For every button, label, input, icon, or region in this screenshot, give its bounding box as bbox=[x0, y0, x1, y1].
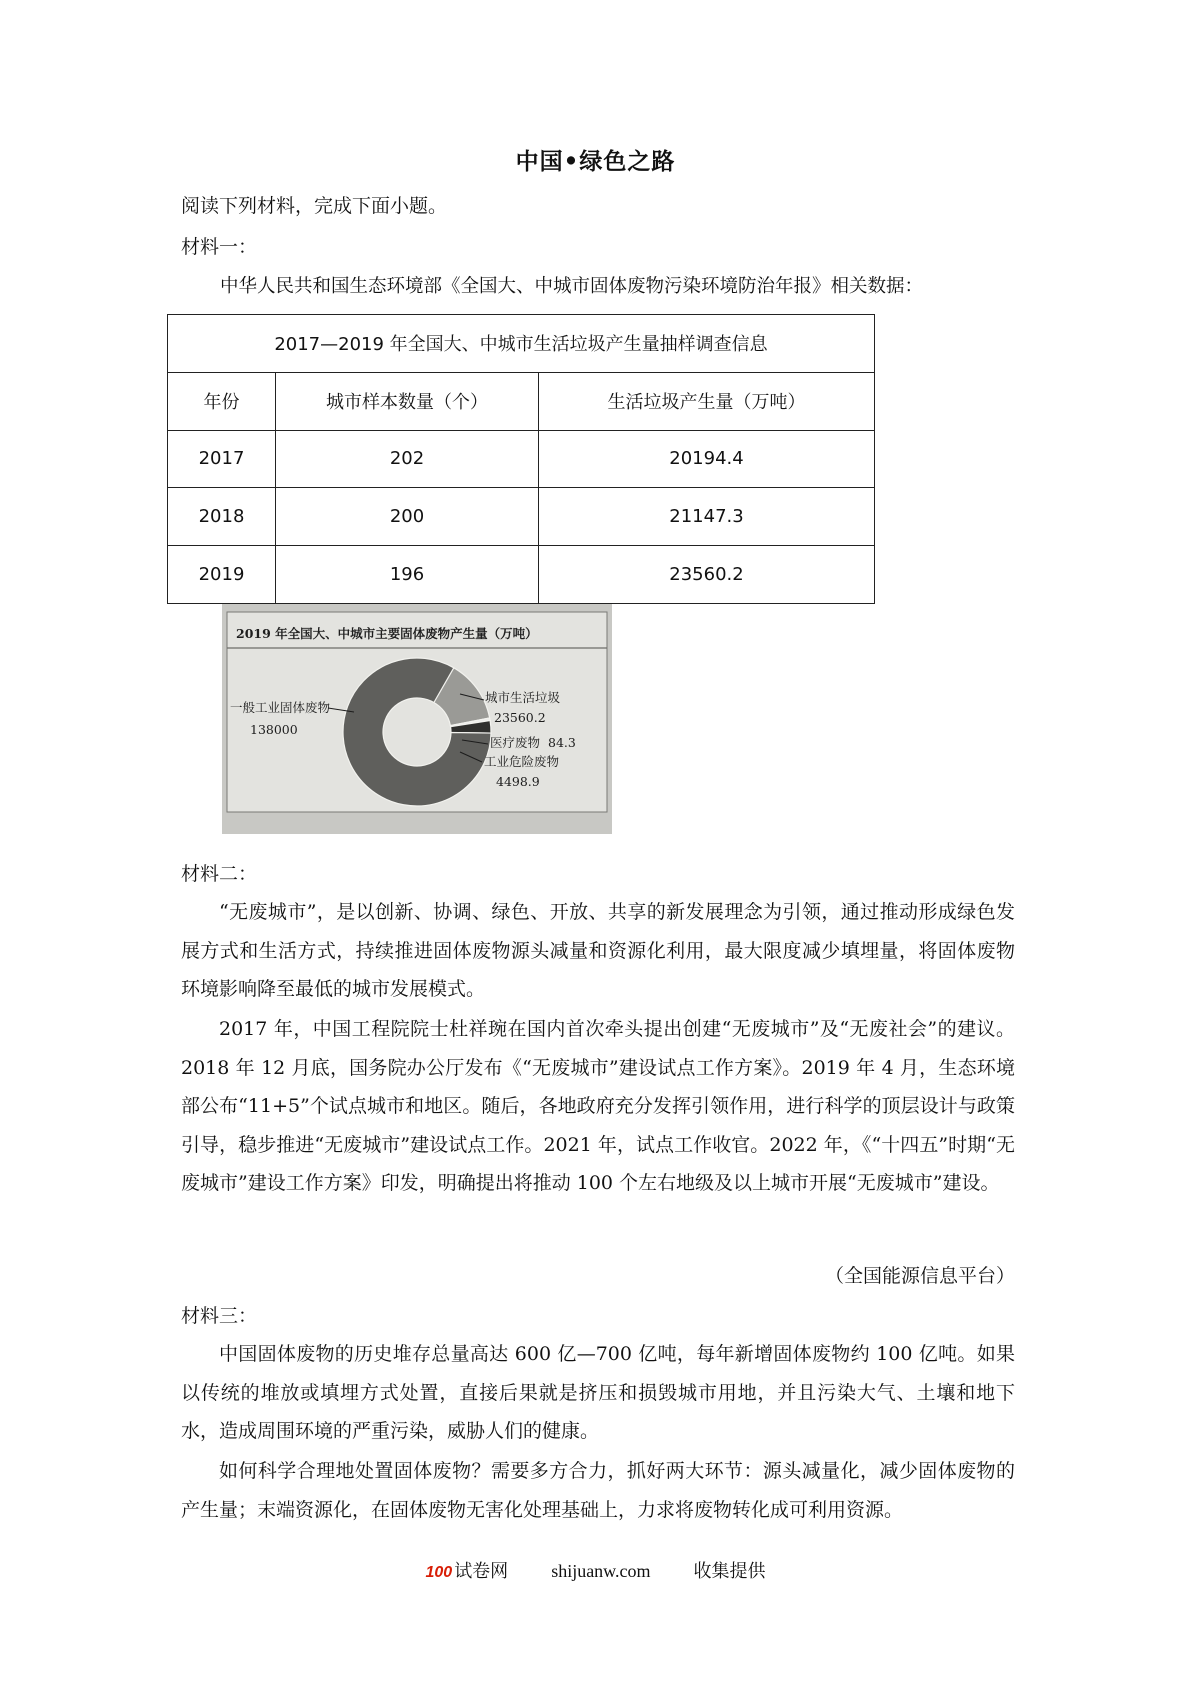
site-logo: 100 bbox=[425, 1564, 453, 1581]
material-2-paragraph-1: “无废城市”，是以创新、协调、绿色、开放、共享的新发展理念为引领，通过推动形成绿色发展方式和生活方式，持续推进固体废物源头减量和资源化利用，最大限度减少填埋量，将固体废物环境影响降至最低的城市发展模式。 bbox=[181, 901, 1015, 1000]
table-caption-row bbox=[168, 315, 875, 373]
slice-label: 医疗废物 bbox=[490, 735, 541, 750]
slice-label: 工业危险废物 bbox=[484, 754, 560, 769]
table-cell: 21147.3 bbox=[539, 488, 875, 546]
donut-chart bbox=[222, 604, 612, 834]
material-3-label: 材料三： bbox=[181, 1305, 258, 1327]
instruction: 阅读下列材料，完成下面小题。 bbox=[181, 195, 448, 217]
table-cell: 2019 bbox=[168, 546, 276, 604]
header-sample-count: 城市样本数量（个） bbox=[276, 372, 539, 430]
slice-label: 一般工业固体废物 bbox=[230, 700, 331, 715]
table-row bbox=[168, 546, 875, 604]
table-cell: 202 bbox=[276, 430, 539, 488]
table-cell: 200 bbox=[276, 488, 539, 546]
material-3-paragraph-2: 如何科学合理地处置固体废物？需要多方合力，抓好两大环节：源头减量化，减少固体废物的产生量；末端资源化，在固体废物无害化处理基础上，力求将废物转化成可利用资源。 bbox=[181, 1460, 1015, 1521]
table-cell: 20194.4 bbox=[539, 430, 875, 488]
table-cell: 196 bbox=[276, 546, 539, 604]
slice-value: 23560.2 bbox=[494, 710, 546, 725]
slice-value: 4498.9 bbox=[496, 774, 540, 789]
material-1-label: 材料一： bbox=[181, 236, 258, 258]
table-cell: 2017 bbox=[168, 430, 276, 488]
table-cell: 2018 bbox=[168, 488, 276, 546]
table-header-row bbox=[168, 372, 875, 430]
table-cell: 23560.2 bbox=[539, 546, 875, 604]
footer-note: 收集提供 bbox=[693, 1561, 766, 1581]
slice-value: 138000 bbox=[250, 722, 298, 737]
header-year: 年份 bbox=[168, 372, 276, 430]
chart-title: 2019 年全国大、中城市主要固体废物产生量（万吨） bbox=[236, 626, 538, 641]
slice-label: 城市生活垃圾 bbox=[485, 690, 561, 705]
garbage-data-table bbox=[167, 314, 875, 604]
footer-site-name: 试卷网 bbox=[454, 1561, 509, 1581]
material-3-paragraph-1: 中国固体废物的历史堆存总量高达 600 亿—700 亿吨，每年新增固体废物约 100 亿吨。如果以传统的堆放或填埋方式处置，直接后果就是挤压和损毁城市用地，并且污染大气、土壤和地下水，造成周围环境的严重污染，威胁人们的健康。 bbox=[181, 1343, 1015, 1442]
footer bbox=[0, 1557, 1191, 1583]
material-1-source-line: 中华人民共和国生态环境部《全国大、中城市固体废物污染环境防治年报》相关数据： bbox=[220, 276, 924, 297]
page-title: 中国•绿色之路 bbox=[515, 148, 676, 175]
waste-donut-chart-photo bbox=[222, 604, 612, 834]
material-2-source: （全国能源信息平台） bbox=[824, 1265, 1015, 1287]
header-garbage-output: 生活垃圾产生量（万吨） bbox=[539, 372, 875, 430]
material-2-label: 材料二： bbox=[181, 863, 258, 885]
table-caption: 2017—2019 年全国大、中城市生活垃圾产生量抽样调查信息 bbox=[168, 315, 875, 373]
material-2-paragraph-2: 2017 年，中国工程院院士杜祥琬在国内首次牵头提出创建“无废城市”及“无废社会”的建议。2018 年 12 月底，国务院办公厅发布《“无废城市”建设试点工作方案》。2019 年 4 月，生态环境部公布“11+5”个试点城市和地区。随后，各地政府充分发挥引领作用，进行科学的顶层设计与政策引导，稳步推进“无废城市”建设试点工作。2021 年，试点工作收官。2022 年，《“十四五”时期“无废城市”建设工作方案》印发，明确提出将推动 100 个左右地级及以上城市开展“无废城市”建设。 bbox=[181, 1018, 1015, 1194]
slice-value: 84.3 bbox=[548, 735, 576, 750]
table-row bbox=[168, 488, 875, 546]
footer-url: shijuanw.com bbox=[551, 1561, 651, 1581]
table-row bbox=[168, 430, 875, 488]
